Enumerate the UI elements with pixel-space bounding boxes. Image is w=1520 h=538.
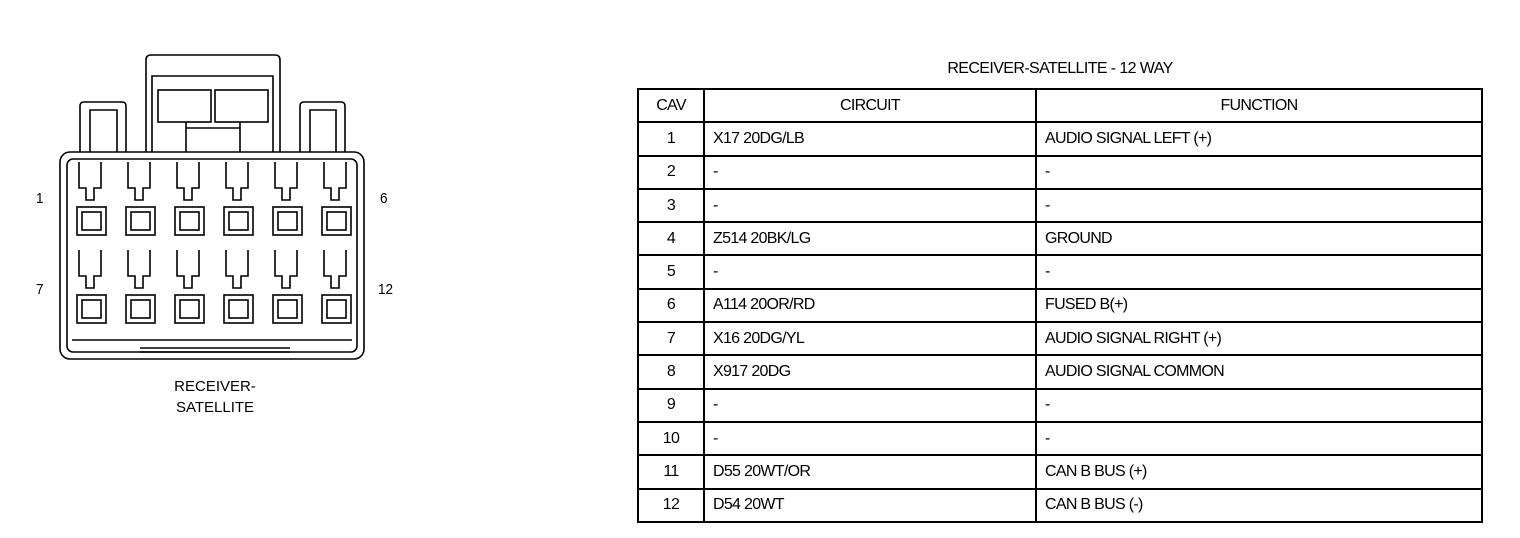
cell-cav: 2 bbox=[638, 156, 704, 189]
pin-label-6: 6 bbox=[380, 190, 388, 207]
cavity-12 bbox=[322, 250, 351, 323]
cavity-8 bbox=[126, 250, 155, 323]
cell-cav: 12 bbox=[638, 489, 704, 522]
connector-face-drawing bbox=[0, 0, 620, 538]
cell-function: FUSED B(+) bbox=[1036, 289, 1482, 322]
cell-function: AUDIO SIGNAL COMMON bbox=[1036, 355, 1482, 388]
cavity-6 bbox=[322, 162, 351, 235]
cell-function: AUDIO SIGNAL LEFT (+) bbox=[1036, 122, 1482, 155]
pin-label-1: 1 bbox=[36, 190, 44, 207]
table-row bbox=[638, 489, 1482, 522]
cavity-7 bbox=[77, 250, 106, 323]
cavity-5 bbox=[273, 162, 302, 235]
cavity-4 bbox=[224, 162, 253, 235]
cell-cav: 11 bbox=[638, 455, 704, 488]
cavity-3 bbox=[175, 162, 204, 235]
table-row bbox=[638, 222, 1482, 255]
table-row bbox=[638, 322, 1482, 355]
pinout-table bbox=[637, 88, 1483, 523]
header-cav: CAV bbox=[638, 89, 704, 122]
table-row bbox=[638, 389, 1482, 422]
table-row bbox=[638, 355, 1482, 388]
cavity-2 bbox=[126, 162, 155, 235]
cell-cav: 10 bbox=[638, 422, 704, 455]
cavity-9 bbox=[175, 250, 204, 323]
cell-circuit: - bbox=[704, 422, 1036, 455]
header-function: FUNCTION bbox=[1036, 89, 1482, 122]
cell-function: - bbox=[1036, 255, 1482, 288]
cavity-10 bbox=[224, 250, 253, 323]
cell-circuit: - bbox=[704, 189, 1036, 222]
table-body bbox=[638, 122, 1482, 522]
cell-cav: 9 bbox=[638, 389, 704, 422]
cavity-11 bbox=[273, 250, 302, 323]
cell-function: CAN B BUS (-) bbox=[1036, 489, 1482, 522]
cell-circuit: - bbox=[704, 255, 1036, 288]
table-title: RECEIVER-SATELLITE - 12 WAY bbox=[947, 60, 1173, 77]
cell-circuit: Z514 20BK/LG bbox=[704, 222, 1036, 255]
cell-cav: 5 bbox=[638, 255, 704, 288]
cavity-1 bbox=[77, 162, 106, 235]
connector-cavities bbox=[77, 162, 351, 323]
connector-caption-line2: SATELLITE bbox=[175, 399, 255, 416]
cell-cav: 6 bbox=[638, 289, 704, 322]
cell-circuit: X17 20DG/LB bbox=[704, 122, 1036, 155]
pin-label-7: 7 bbox=[36, 281, 44, 298]
cell-function: - bbox=[1036, 422, 1482, 455]
cell-cav: 4 bbox=[638, 222, 704, 255]
cell-function: GROUND bbox=[1036, 222, 1482, 255]
header-circuit: CIRCUIT bbox=[704, 89, 1036, 122]
cell-circuit: X917 20DG bbox=[704, 355, 1036, 388]
cell-function: - bbox=[1036, 156, 1482, 189]
cell-cav: 7 bbox=[638, 322, 704, 355]
connector-housing bbox=[60, 152, 364, 359]
table-row bbox=[638, 422, 1482, 455]
connector-caption bbox=[150, 376, 280, 418]
cell-circuit: - bbox=[704, 389, 1036, 422]
cell-function: - bbox=[1036, 189, 1482, 222]
table-row bbox=[638, 156, 1482, 189]
cell-circuit: D54 20WT bbox=[704, 489, 1036, 522]
table-row bbox=[638, 289, 1482, 322]
pin-label-12: 12 bbox=[378, 281, 394, 298]
cell-circuit: A114 20OR/RD bbox=[704, 289, 1036, 322]
table-row bbox=[638, 122, 1482, 155]
connector-latch bbox=[146, 55, 280, 152]
cell-cav: 3 bbox=[638, 189, 704, 222]
cell-cav: 1 bbox=[638, 122, 704, 155]
cell-circuit: X16 20DG/YL bbox=[704, 322, 1036, 355]
table-header-row bbox=[638, 89, 1482, 122]
cell-function: AUDIO SIGNAL RIGHT (+) bbox=[1036, 322, 1482, 355]
cell-function: - bbox=[1036, 389, 1482, 422]
cell-cav: 8 bbox=[638, 355, 704, 388]
cell-function: CAN B BUS (+) bbox=[1036, 455, 1482, 488]
connector-caption-line1: RECEIVER- bbox=[174, 378, 256, 395]
table-row bbox=[638, 255, 1482, 288]
connector-side-ears bbox=[80, 102, 345, 152]
table-row bbox=[638, 455, 1482, 488]
cell-circuit: D55 20WT/OR bbox=[704, 455, 1036, 488]
cell-circuit: - bbox=[704, 156, 1036, 189]
table-row bbox=[638, 189, 1482, 222]
